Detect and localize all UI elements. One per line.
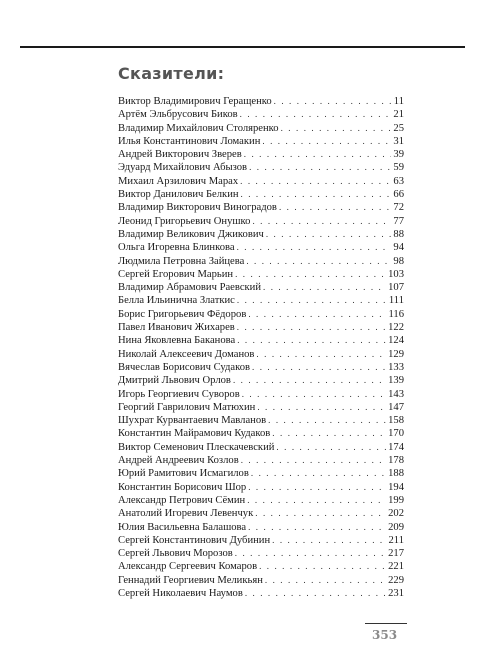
page-reference: 122 [388,322,404,334]
dot-leader [237,241,392,254]
dot-leader [246,255,391,268]
toc-entry [118,108,404,121]
narrator-name: Сергей Львович Морозов [118,548,233,560]
page-reference: 107 [388,282,404,294]
dot-leader [237,334,386,347]
page-reference: 59 [393,162,404,174]
toc-entry [118,334,404,347]
page-reference: 94 [393,242,404,254]
page-reference: 39 [393,149,404,161]
page-reference: 209 [388,521,404,533]
narrator-name: Нина Яковлевна Баканова [118,335,236,347]
narrator-name: Георгий Гаврилович Матюхин [118,401,256,413]
toc-entry [118,441,404,454]
toc-entry [118,201,404,214]
table-of-contents [118,95,404,600]
dot-leader [241,454,386,467]
narrator-name: Шухрат Курвантаевич Мавланов [118,415,267,427]
toc-entry [118,135,404,148]
page-reference: 139 [388,375,404,387]
toc-entry [118,454,404,467]
page-reference: 98 [393,255,404,267]
page-reference: 194 [388,481,404,493]
narrator-name: Владимир Михайлович Столяренко [118,122,279,134]
narrator-name: Сергей Николаевич Наумов [118,587,243,599]
dot-leader [240,108,392,121]
narrator-name: Александр Сергеевич Комаров [118,561,258,573]
narrator-name: Владимир Великович Джикович [118,228,264,240]
page-reference: 178 [388,455,404,467]
dot-leader [235,547,386,560]
toc-entry [118,161,404,174]
page-reference: 88 [393,228,404,240]
narrator-name: Эдуард Михайлович Абызов [118,162,248,174]
narrator-name: Михаил Арзилович Марах [118,175,239,187]
page-reference: 229 [388,574,404,586]
dot-leader [255,507,386,520]
narrator-name: Ольга Игоревна Блинкова [118,242,235,254]
dot-leader [257,401,386,414]
page-reference: 21 [393,109,404,121]
narrator-name: Константин Борисович Шор [118,481,247,493]
narrator-name: Павел Иванович Жихарев [118,322,235,334]
narrator-name: Виктор Данилович Белкин [118,189,239,201]
narrator-name: Артём Эльбрусович Биков [118,109,238,121]
narrator-name: Геннадий Георгиевич Меликьян [118,574,263,586]
narrator-name: Сергей Константинович Дубинин [118,534,271,546]
narrator-name: Юрий Рамитович Исмагилов [118,468,249,480]
toc-entry [118,481,404,494]
dot-leader [263,281,386,294]
dot-leader [235,268,386,281]
dot-leader [265,574,386,587]
toc-entry [118,228,404,241]
page-reference: 143 [388,388,404,400]
page-reference: 103 [388,268,404,280]
dot-leader [268,414,386,427]
dot-leader [240,175,391,188]
toc-entry [118,215,404,228]
toc-entry [118,294,404,307]
toc-entry [118,521,404,534]
toc-entry [118,388,404,401]
toc-entry [118,427,404,440]
narrator-name: Андрей Викторович Зверев [118,149,242,161]
dot-leader [252,361,386,374]
page-reference: 66 [393,189,404,201]
dot-leader [237,294,387,307]
footer-rule [365,623,407,624]
toc-entry [118,574,404,587]
dot-leader [256,348,386,361]
narrator-name: Юлия Васильевна Балашова [118,521,247,533]
narrator-name: Виктор Семенович Плескачевский [118,441,275,453]
dot-leader [241,188,392,201]
narrator-name: Борис Григорьевич Фёдоров [118,308,247,320]
narrator-name: Владимир Викторович Виноградов [118,202,277,214]
toc-entry [118,587,404,600]
page-reference: 174 [388,441,404,453]
narrator-name: Игорь Георгиевич Суворов [118,388,240,400]
narrator-name: Вячеслав Борисович Судаков [118,361,250,373]
page-reference: 11 [393,96,404,107]
page-number: 353 [372,628,398,642]
section-heading: Сказители: [118,64,225,83]
narrator-name: Леонид Григорьевич Онушко [118,215,251,227]
page-reference: 231 [388,587,404,599]
toc-entry [118,547,404,560]
toc-entry [118,560,404,573]
toc-entry [118,95,404,108]
dot-leader [244,148,392,161]
toc-entry [118,175,404,188]
dot-leader [249,161,391,174]
dot-leader [247,494,386,507]
dot-leader [242,388,386,401]
page-reference: 188 [388,468,404,480]
narrator-name: Илья Константинович Ломакин [118,135,261,147]
toc-entry [118,268,404,281]
toc-entry [118,467,404,480]
dot-leader [259,560,386,573]
narrator-name: Дмитрий Львович Орлов [118,375,231,387]
dot-leader [233,374,386,387]
toc-entry [118,414,404,427]
toc-entry [118,374,404,387]
dot-leader [248,481,386,494]
top-rule [20,46,465,48]
page-reference: 211 [388,534,404,546]
toc-entry [118,255,404,268]
narrator-name: Сергей Егорович Марьин [118,268,234,280]
page-reference: 158 [388,415,404,427]
page-reference: 217 [388,548,404,560]
dot-leader [281,122,392,135]
dot-leader [248,308,386,321]
page-reference: 147 [388,401,404,413]
narrator-name: Владимир Абрамович Раевский [118,282,262,294]
page-reference: 170 [388,428,404,440]
dot-leader [252,215,391,228]
page-reference: 116 [388,308,404,320]
toc-entry [118,148,404,161]
narrator-name: Людмила Петровна Зайцева [118,255,245,267]
narrator-name: Виктор Владимирович Геращенко [118,96,272,107]
toc-entry [118,241,404,254]
toc-entry [118,534,404,547]
dot-leader [248,521,386,534]
dot-leader [272,427,386,440]
toc-entry [118,321,404,334]
toc-entry [118,281,404,294]
page-reference: 221 [388,561,404,573]
toc-entry [118,494,404,507]
page-reference: 199 [388,494,404,506]
dot-leader [272,534,386,547]
narrator-name: Андрей Андреевич Козлов [118,455,239,467]
toc-entry [118,122,404,135]
page-reference: 72 [393,202,404,214]
narrator-name: Анатолий Игоревич Левенчук [118,508,254,520]
toc-entry [118,507,404,520]
toc-entry [118,401,404,414]
page-reference: 77 [393,215,404,227]
page-reference: 31 [393,135,404,147]
narrator-name: Константин Майрамович Кудаков [118,428,271,440]
toc-entry [118,361,404,374]
dot-leader [245,587,386,600]
narrator-name: Александр Петрович Сёмин [118,494,246,506]
page-reference: 129 [388,348,404,360]
toc-entry [118,308,404,321]
page-reference: 111 [388,295,404,307]
page-reference: 124 [388,335,404,347]
dot-leader [276,441,386,454]
toc-entry [118,348,404,361]
dot-leader [274,95,392,108]
page-reference: 202 [388,508,404,520]
narrator-name: Белла Ильинична Златкис [118,295,235,307]
page-reference: 25 [393,122,404,134]
dot-leader [279,201,391,214]
dot-leader [262,135,391,148]
dot-leader [237,321,386,334]
dot-leader [266,228,392,241]
dot-leader [251,467,386,480]
page-reference: 133 [388,361,404,373]
toc-entry [118,188,404,201]
page-reference: 63 [393,175,404,187]
narrator-name: Николай Алексеевич Доманов [118,348,255,360]
